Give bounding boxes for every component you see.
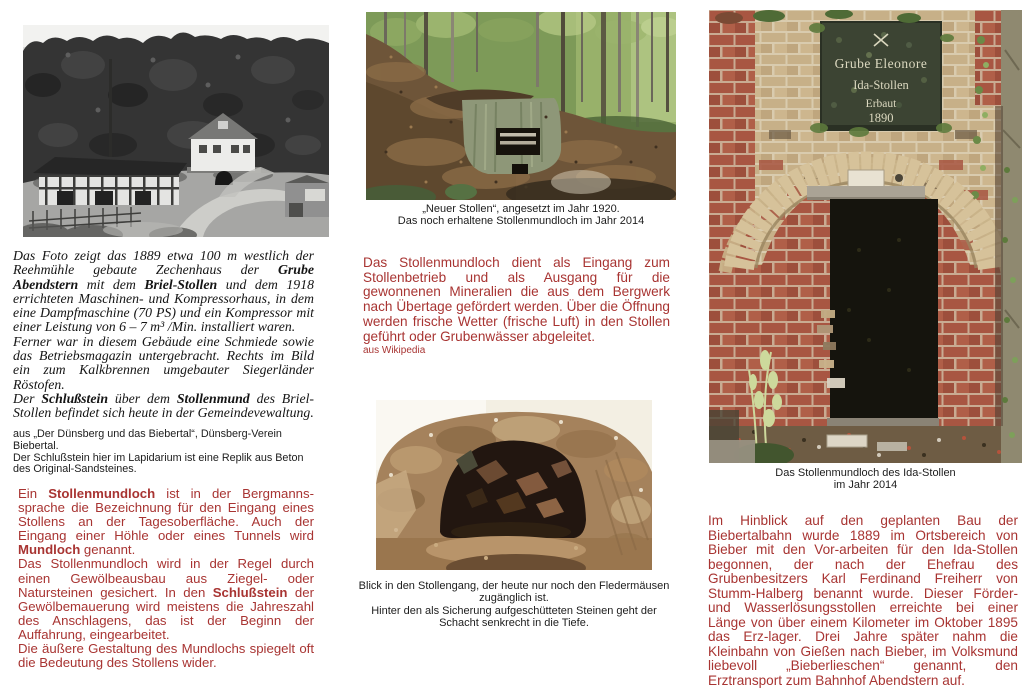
- definition-paragraph-3: Die äußere Gestaltung des Mundlochs spiegelt oft die Bedeutung des Stollens wider.: [18, 641, 314, 671]
- zechenhaus-illustration: [23, 25, 329, 237]
- dark-doorway: [830, 199, 938, 423]
- photo-ida-stollen-portal: [709, 10, 1022, 463]
- tunnel-interior-illustration: [376, 400, 652, 570]
- plaque-line-4: 1890: [868, 111, 894, 125]
- brick-portal-illustration: [709, 10, 1022, 463]
- biebertalbahn-history-text: [708, 514, 1018, 688]
- mine-plaque: [820, 21, 942, 131]
- caption-ida-stollen-line-2: im Jahr 2014: [833, 479, 898, 492]
- caption-ida-stollen: [709, 467, 1022, 492]
- definition-paragraph-2: Das Stollenmundloch wird in der Regel durch einen Gewölbeausbau aus Ziegel- oder Natursteinen gesichert. In den Schlußstein der Gewölbemauerung wird meistens die Jahreszahl des Anschlagens, das ist der Beginn der Auffahrung, eingearbeitet.: [18, 556, 314, 642]
- plaque-line-3: Erbaut: [865, 98, 897, 110]
- source-citation: [13, 429, 315, 476]
- caption-stollengang: [356, 580, 672, 630]
- photo-zechenhaus-bw: [23, 25, 329, 237]
- roast-oven-structure: [285, 175, 329, 217]
- caption-ida-stollen-line-1: Das Stollenmundloch des Ida-Stollen: [775, 467, 956, 479]
- bunker-entrance: [462, 98, 561, 174]
- description-paragraph-3: Der Schlußstein über dem Stollenmund des Briel-Stollen befindet sich heute in der Gemeindevewaltung.: [13, 390, 314, 421]
- photo-neuer-stollen: [366, 12, 676, 200]
- description-paragraph-1: Das Foto zeigt das 1889 etwa 100 m westlich der Reehmühle gebaute Zechenhaus der Grube Abendstern mit dem Briel-Stollen und dem 1918 errichteten Maschinen- und Kompressorhaus, in dem eine Dampfmaschine (70 PS) und ein Kompressor mit einer Leistung von 6 – 7 m³ /Min. installiert waren.: [13, 248, 314, 335]
- photo-stollengang: [376, 400, 652, 570]
- wikipedia-source: aus Wikipedia: [363, 345, 426, 357]
- half-timbered-building: [33, 157, 187, 205]
- plaque-line-1: Grube Eleonore: [834, 56, 928, 71]
- chimney-pole: [109, 59, 112, 157]
- stollenmundloch-function-text: [363, 256, 670, 356]
- citation-line-1: aus „Der Dünsberg und das Biebertal“, Dünsberg-Verein Biebertal.: [13, 428, 282, 452]
- caption-neuer-stollen-line-1: „Neuer Stollen“, angesetzt im Jahr 1920.: [422, 203, 620, 215]
- photo-description: [13, 249, 314, 421]
- forest-bunker-illustration: [366, 12, 676, 200]
- definition-paragraph-1: Ein Stollenmundloch ist in der Bergmanns-sprache die Bezeichnung für den Eingang eines Stollens an der Tagesoberfläche. Auch der Eingang einer Höhle oder eines Tunnels wird Mundloch genannt.: [18, 486, 314, 558]
- caption-neuer-stollen-line-2: Das noch erhaltene Stollenmundloch im Jahr 2014: [397, 215, 645, 228]
- function-paragraph: Das Stollenmundloch dient als Eingang zum Stollenbetrieb und als Ausgang für die gewonnenen Mineralien die aus dem Bergwerk nach Übertage gefördert werden. Über die Öffnung werden frische Wetter (frische Luft) in den Stollen geführt oder Grubenwässer abgeleitet.: [363, 255, 670, 344]
- caption-stollengang-line-2: Hinter den als Sicherung aufgeschütteten Steinen geht der Schacht senkrecht in die Tiefe.: [371, 604, 657, 630]
- citation-line-2: Der Schlußstein hier im Lapidarium ist eine Replik aus Beton des Original-Sandsteines.: [13, 451, 304, 476]
- stone-edge: [1001, 10, 1022, 463]
- history-paragraph: Im Hinblick auf den geplanten Bau der Biebertalbahn wurde 1889 im Ortsbereich von Bieber mit den Vor-arbeiten für den Ida-Stollen begonnen, der nach der Ehefrau des Grubenbesitzers Karl Ferdinand Freiherr von Stumm-Halberg benannt wurde. Dieser Förder- und Wasserlösungsstollen erreichte bei einer Länge von über einem Kilometer im Oktober 1895 das Erz-lager. Drei Jahre später nahm die Kleinbahn von Gießen nach Bieber, im Volksmund liebevoll „Bieberlieschen“ genannt, den Erztransport zum Bahnhof Abendstern auf.: [708, 513, 1018, 688]
- stollenmundloch-definition: [18, 487, 314, 670]
- description-paragraph-2: Ferner war in diesem Gebäude eine Schmiede sowie das Betriebsmagazin untergebracht. Rechts im Bild ein zum Kalkbrennen umgebauter Siegerländer Röstofen.: [13, 333, 314, 392]
- plaque-line-2: Ida-Stollen: [853, 78, 909, 92]
- caption-neuer-stollen: [366, 203, 676, 228]
- caption-stollengang-line-1: Blick in den Stollengang, der heute nur noch den Fledermäusen zugänglich ist.: [358, 580, 670, 605]
